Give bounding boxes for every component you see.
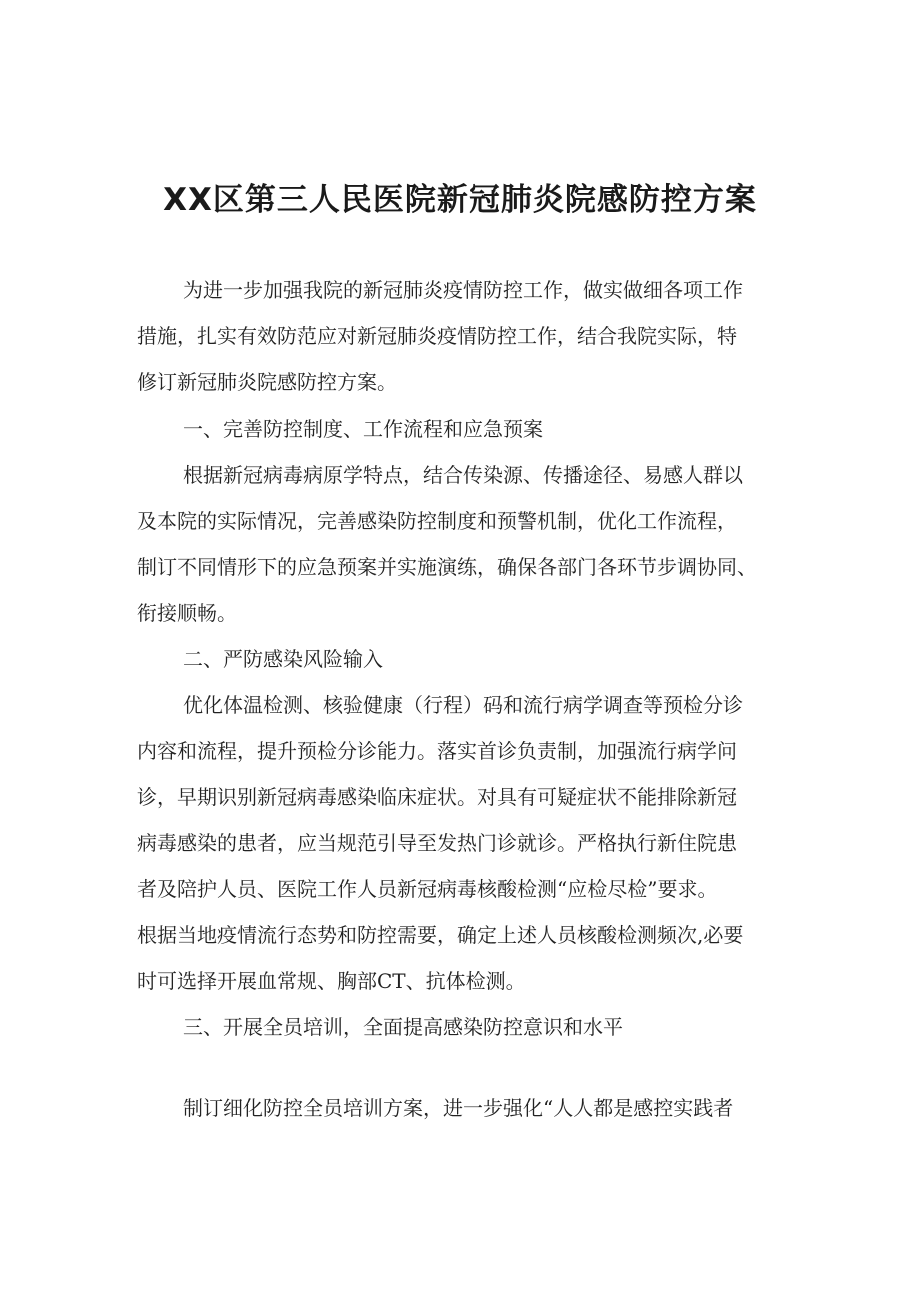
document-title: XX区第三人民医院新冠肺炎院感防控方案 [163,182,757,218]
paragraph-line: 衔接顺畅。 [137,601,237,625]
section-heading-2: 二、严防感染风险输入 [183,647,383,671]
paragraph-line: 者及陪护人员、医院工作人员新冠病毒核酸检测“应检尽检”要求。 [137,877,718,901]
paragraph-line: 制订细化防控全员培训方案，进一步强化“人人都是感控实践者 [183,1096,734,1120]
section-heading-3: 三、开展全员培训，全面提高感染防控意识和水平 [183,1015,623,1039]
paragraph-line: 根据新冠病毒病原学特点，结合传染源、传播途径、易感人群以 [183,463,743,487]
paragraph-line: 根据当地疫情流行态势和防控需要，确定上述人员核酸检测频次,必要 [137,923,744,947]
paragraph-line: 修订新冠肺炎院感防控方案。 [137,370,397,394]
paragraph-line: 诊，早期识别新冠病毒感染临床症状。对具有可疑症状不能排除新冠 [137,785,737,809]
paragraph-line: 优化体温检测、核验健康（行程）码和流行病学调查等预检分诊 [183,693,743,717]
paragraph-line: 病毒感染的患者，应当规范引导至发热门诊就诊。严格执行新住院患 [137,831,737,855]
paragraph-line: 措施，扎实有效防范应对新冠肺炎疫情防控工作，结合我院实际，特 [137,324,737,348]
paragraph-line: 及本院的实际情况，完善感染防控制度和预警机制，优化工作流程， [137,509,737,533]
paragraph-line: 为进一步加强我院的新冠肺炎疫情防控工作，做实做细各项工作 [183,278,743,302]
paragraph-line: 制订不同情形下的应急预案并实施演练，确保各部门各环节步调协同、 [137,555,757,579]
paragraph-line: 时可选择开展血常规、胸部CT、抗体检测。 [137,969,526,993]
section-heading-1: 一、完善防控制度、工作流程和应急预案 [183,417,543,441]
paragraph-line: 内容和流程，提升预检分诊能力。落实首诊负责制，加强流行病学问 [137,739,737,763]
